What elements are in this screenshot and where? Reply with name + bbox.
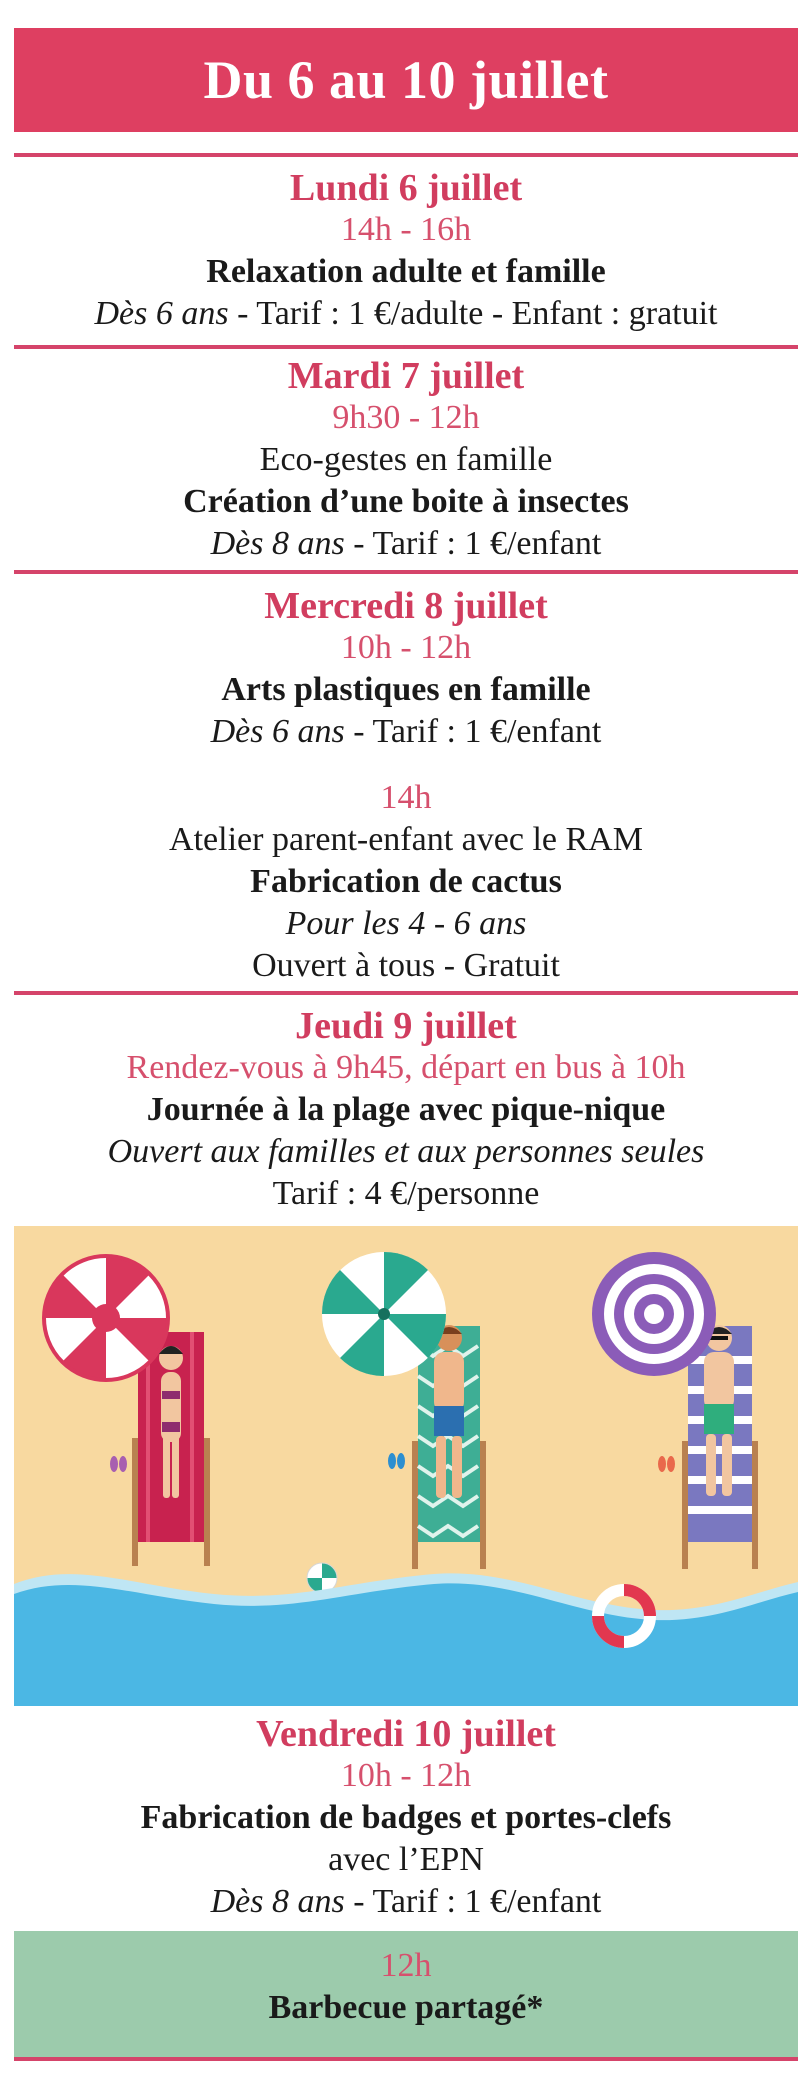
page <box>14 0 798 2078</box>
wednesday-title-2: Fabrication de cactus <box>250 863 562 900</box>
barbecue-title: Barbecue partagé* <box>268 1989 544 2026</box>
friday-subtitle: avec l’EPN <box>328 1841 484 1878</box>
thursday-day: Jeudi 9 juillet <box>295 1005 517 1047</box>
wednesday-tarif-line-1 <box>14 711 798 753</box>
tuesday-title: Création d’une boite à insectes <box>183 483 629 520</box>
wednesday-afternoon <box>14 777 798 987</box>
friday-title: Fabrication de badges et portes-clefs <box>140 1799 672 1836</box>
friday-tarif: - Tarif : 1 €/enfant <box>344 1883 602 1920</box>
beach-illustration <box>14 1226 798 1706</box>
friday-tarif-line <box>14 1881 798 1923</box>
monday-tarif: - Tarif : 1 €/adulte - Enfant : gratuit <box>228 295 718 332</box>
divider <box>14 153 798 157</box>
thursday-title: Journée à la plage avec pique-nique <box>146 1091 666 1128</box>
wednesday-age-1: Dès 6 ans <box>210 713 345 750</box>
barbecue-time: 12h <box>380 1947 432 1984</box>
wednesday-title-1: Arts plastiques en famille <box>221 671 591 708</box>
thursday-time: Rendez-vous à 9h45, départ en bus à 10h <box>126 1049 686 1086</box>
divider <box>14 2057 798 2061</box>
thursday-audience: Ouvert aux familles et aux personnes seules <box>107 1133 705 1170</box>
wednesday-age-2: Pour les 4 - 6 ans <box>285 905 527 942</box>
monday-day: Lundi 6 juillet <box>289 167 523 209</box>
monday-title: Relaxation adulte et famille <box>206 253 606 290</box>
wednesday-section <box>14 585 798 753</box>
friday-day: Vendredi 10 juillet <box>256 1713 556 1755</box>
divider <box>14 570 798 574</box>
wednesday-tarif-1: - Tarif : 1 €/enfant <box>344 713 602 750</box>
tuesday-tarif: - Tarif : 1 €/enfant <box>344 525 602 562</box>
umbrella-icon <box>322 1252 446 1376</box>
barbecue-text <box>14 1945 798 2029</box>
tuesday-age: Dès 8 ans <box>210 525 345 562</box>
friday-section <box>14 1713 798 1923</box>
divider <box>14 991 798 995</box>
wednesday-subtitle-2: Atelier parent-enfant avec le RAM <box>169 821 643 858</box>
wednesday-time-2: 14h <box>380 779 432 816</box>
monday-section <box>14 167 798 335</box>
wednesday-day: Mercredi 8 juillet <box>264 585 548 627</box>
wednesday-tarif-2: Ouvert à tous - Gratuit <box>252 947 560 984</box>
thursday-section <box>14 1005 798 1215</box>
barbecue-section <box>14 1931 798 2057</box>
monday-age: Dès 6 ans <box>94 295 229 332</box>
wednesday-time-1: 10h - 12h <box>340 629 472 666</box>
divider <box>14 345 798 349</box>
friday-age: Dès 8 ans <box>210 1883 345 1920</box>
tuesday-tarif-line <box>14 523 798 565</box>
monday-time: 14h - 16h <box>340 211 472 248</box>
umbrella-icon <box>44 1256 168 1380</box>
friday-time: 10h - 12h <box>340 1757 472 1794</box>
thursday-tarif: Tarif : 4 €/personne <box>272 1175 540 1212</box>
monday-tarif-line <box>14 293 798 335</box>
umbrella-icon <box>592 1252 716 1376</box>
tuesday-section <box>14 355 798 565</box>
page-title: Du 6 au 10 juillet <box>14 28 798 132</box>
tuesday-time: 9h30 - 12h <box>332 399 480 436</box>
tuesday-subtitle: Eco-gestes en famille <box>259 441 553 478</box>
tuesday-day: Mardi 7 juillet <box>287 355 525 397</box>
